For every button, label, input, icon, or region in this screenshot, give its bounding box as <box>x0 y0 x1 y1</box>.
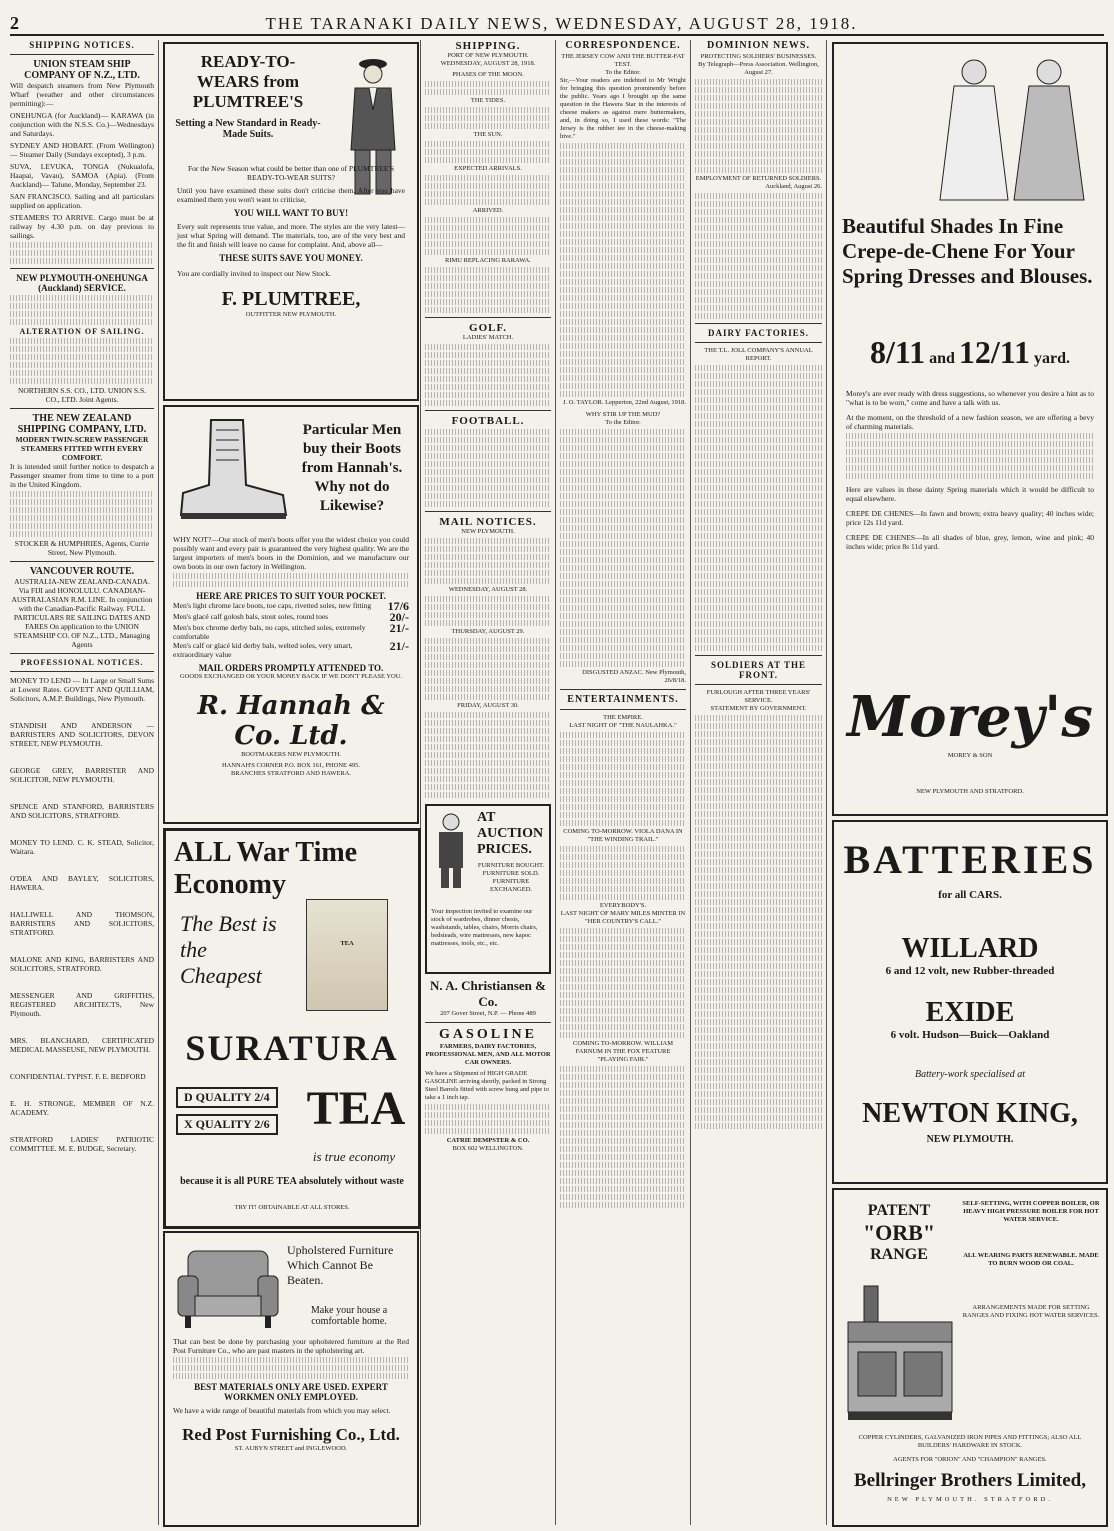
column-dominion-news <box>695 40 822 1525</box>
furlough-title: FURLOUGH AFTER THREE YEARS' SERVICE. <box>706 689 811 704</box>
tea-packet-label: TEA <box>340 940 354 947</box>
dominion-dateline-2: Auckland, August 26. <box>765 183 822 190</box>
price-row <box>173 623 409 641</box>
shipping-port: PORT OF NEW PLYMOUTH. <box>447 52 529 59</box>
gasoline-box: BOX 602 WELLINGTON. <box>452 1145 524 1152</box>
arrived-heading: ARRIVED. <box>472 207 504 214</box>
correspondence-heading: CORRESPONDENCE. <box>565 40 681 51</box>
morey-line-1: CREPE DE CHENES—In fawn and brown; extra heavy quality; 40 inches wide; price 12s 11d yard. <box>846 509 1094 527</box>
auction-body: Your inspection invited to examine our stock of wardrobes, dinner chests, washstands, tables, chairs, Morris chairs, bedsteads, wire mattresses, new kapoc mattresses, tools, etc., etc. <box>431 908 538 947</box>
professional-heading: PROFESSIONAL NOTICES. <box>20 658 144 667</box>
hannah-exchange: GOODS EXCHANGED OR YOUR MONEY BACK IF WE DON'T PLEASE YOU. <box>179 673 403 680</box>
redpost-headline: Upholstered Furniture Which Cannot Be Beaten. <box>287 1243 394 1287</box>
plumtree-body-3: Every suit represents true value, and more. The styles are the very latest—just what Spring will demand. The materials, too, are of the very best and the fit and finish will leave no cause for complaint. And, above all— <box>177 222 405 249</box>
prof-notice: HALLIWELL AND THOMSON, BARRISTERS AND SOLICITORS, STRATFORD. <box>10 910 154 937</box>
mail-thu: THURSDAY, AUGUST 29. <box>451 628 525 635</box>
kitchen-range-illustration <box>844 1282 956 1422</box>
redpost-body: That can best be done by purchasing your upholstered furniture at the Red Post Furniture Co., who are past masters in the upholstering art. <box>173 1337 409 1355</box>
to-editor: To the Editor. <box>605 69 641 76</box>
price-row <box>173 612 409 623</box>
d-quality-price: D QUALITY 2/4 <box>176 1087 278 1108</box>
gasoline-body: We have a Shipment of HIGH GRADE GASOLINE arriving shortly, packed in Strong Steel Barrels fitted with screw bung and pipe to take a 1 inch tap. <box>425 1070 549 1101</box>
morey-footer: NEW PLYMOUTH AND STRATFORD. <box>916 788 1024 795</box>
orb-feature-3: ARRANGEMENTS MADE FOR SETTING RANGES AND FIXING HOT WATER SERVICES. <box>962 1304 1100 1319</box>
sun-heading: THE SUN. <box>473 131 503 138</box>
hannah-brand-sub: BOOTMAKERS NEW PLYMOUTH. <box>241 751 341 758</box>
plumtree-headline: READY-TO-WEARS from PLUMTREE'S <box>192 52 304 111</box>
golf-heading: GOLF. <box>469 322 507 334</box>
plumtree-body-2: Until you have examined these suits don't criticise them. After you have examined them you won't want to criticise, <box>177 186 405 204</box>
suratura-all: ALL War Time Economy <box>174 837 358 900</box>
sf-text: SAN FRANCISCO. Sailing and all particulars supplied on application. <box>10 192 154 210</box>
price-item: Men's calf or glacé kid derby bals, welted soles, very smart, extraordinary value <box>173 641 353 659</box>
union-body: Will despatch steamers from New Plymouth Wharf (weather and other circumstances permitting):— <box>10 81 154 108</box>
plumtree-save: THESE SUITS SAVE YOU MONEY. <box>219 253 363 263</box>
suratura-best: The Best is the Cheapest <box>180 911 277 988</box>
column-shipping-notices <box>10 40 154 1525</box>
hannah-branches: BRANCHES STRATFORD AND HAWERA. <box>230 770 352 777</box>
masthead <box>10 8 1104 36</box>
morey-brand: Morey's <box>847 684 1093 750</box>
morey-body-1: Morey's are ever ready with dress suggestions, so whenever you desire a hint as to "what is to be worn," come and have a talk with us. <box>846 389 1094 407</box>
plumtree-ad <box>163 42 419 401</box>
mail-fri: FRIDAY, AUGUST 30. <box>457 702 519 709</box>
redpost-sub: Make your house a comfortable home. <box>310 1305 388 1327</box>
farnum-heading: COMING TO-MORROW. WILLIAM FARNUM IN THE FOX FEATURE "PLAYING FAIR." <box>573 1040 673 1063</box>
willard-sub: 6 and 12 volt, new Rubber-threaded <box>885 965 1055 977</box>
moon-heading: PHASES OF THE MOON. <box>452 71 524 78</box>
redpost-footer: ST. AUBYN STREET and INGLEWOOD. <box>234 1445 348 1452</box>
shipping-heading: SHIPPING. <box>455 40 521 52</box>
column-shipping-news <box>425 40 551 1525</box>
bellringer-footer: NEW PLYMOUTH. STRATFORD. <box>887 1496 1053 1503</box>
prof-notice: MESSENGER AND GRIFFITHS, REGISTERED ARCHITECTS, New Plymouth. <box>10 991 154 1018</box>
price-row <box>173 601 409 612</box>
hannah-corner: HANNAH'S CORNER P.O. BOX 161, PHONE 495. <box>221 762 361 769</box>
orb-range-ad <box>832 1188 1108 1527</box>
ladies-match: LADIES' MATCH. <box>462 334 514 341</box>
joint-agents: NORTHERN S.S. CO., LTD. UNION S.S. CO., LTD. Joint Agents. <box>17 386 147 404</box>
column-rule <box>158 40 159 1525</box>
gasoline-headline: GASOLINE <box>439 1027 537 1042</box>
exide-sub: 6 volt. Hudson—Buick—Oakland <box>890 1029 1050 1041</box>
mud-title: WHY STIR UP THE MUD? <box>585 411 661 418</box>
employment-title: EMPLOYMENT OF RETURNED SOLDIERS. <box>695 175 822 182</box>
orb-feature-2: ALL WEARING PARTS RENEWABLE. MADE TO BURN WOOD OR COAL. <box>963 1252 1099 1267</box>
redpost-stock: We have a wide range of beautiful materials from which you may select. <box>173 1406 391 1415</box>
nz-shipping-title: THE NEW ZEALAND SHIPPING COMPANY, LTD. <box>17 413 147 435</box>
np-onehunga-title: NEW PLYMOUTH-ONEHUNGA (Auckland) SERVICE. <box>16 273 148 293</box>
prof-notice: O'DEA AND BAYLEY, SOLICITORS, HAWERA. <box>10 874 154 892</box>
price-value: 21/- <box>389 621 409 635</box>
prof-notice: E. H. STRONGE, MEMBER OF N.Z. ACADEMY. <box>10 1099 154 1117</box>
hannah-brand: R. Hannah & Co. Ltd. <box>197 691 385 751</box>
price-item: Men's box chrome derby bals, no caps, stitched soles, extremely comfortable <box>173 623 366 641</box>
auction-sub: FURNITURE BOUGHT. FURNITURE SOLD. FURNITURE EXCHANGED. <box>477 862 545 893</box>
entertainments-heading: ENTERTAINMENTS. <box>567 694 679 705</box>
boot-illustration <box>171 415 291 525</box>
rimu-heading: RIMU REPLACING RARAWA. <box>445 257 531 264</box>
protecting-title: PROTECTING SOLDIERS' BUSINESSES. <box>700 53 817 60</box>
suratura-tea: TEA <box>306 1082 406 1135</box>
hannah-mail-orders: MAIL ORDERS PROMPTLY ATTENDED TO. <box>198 663 384 673</box>
price-value: 20/- <box>389 610 409 624</box>
mud-signature: DISGUSTED ANZAC. New Plymouth, 26/8/18. <box>582 669 686 684</box>
exide-name: EXIDE <box>925 997 1015 1028</box>
orb-title <box>844 1200 954 1266</box>
plumtree-footer: OUTFITTER NEW PLYMOUTH. <box>245 311 337 318</box>
price-item: Men's glacé calf golosh bals, stout soles, round toes <box>173 612 329 621</box>
column-rule <box>826 40 827 1525</box>
mail-wed: WEDNESDAY, AUGUST 28. <box>448 586 528 593</box>
morey-line-2: CREPE DE CHENES—In all shades of blue, grey, lemon, wine and pink; 40 inches wide; price 8s 11d yard. <box>846 533 1094 551</box>
batteries-ad <box>832 820 1108 1184</box>
auction-ad <box>425 804 551 974</box>
morey-ad <box>832 42 1108 816</box>
hannah-body: WHY NOT?—Our stock of men's boots offer you the widest choice you could possibly want and every pair is guaranteed the very highest quality. We are the largest importers of men's boots in the Dominion, and we manufacture our own boots in our own factory in Wellington. <box>173 535 409 571</box>
agents-text: STOCKER & HUMPHRIES, Agents, Currie Street, New Plymouth. <box>14 539 150 557</box>
willard-name: WILLARD <box>901 933 1039 964</box>
nz-shipping-body: It is intended until further notice to despatch a Passenger steamer from time to time to a port in the United Kingdom. <box>10 462 154 489</box>
batteries-headline: BATTERIES <box>843 837 1097 882</box>
jersey-signature: J. O. TAYLOR. Lepperton, 22nd August, 1918. <box>563 399 686 406</box>
hannah-ad <box>163 405 419 824</box>
jersey-title: THE JERSEY COW AND THE BUTTER-FAT TEST. <box>561 53 685 68</box>
viola-heading: COMING TO-MORROW. VIOLA DANA IN "THE WINDING TRAIL." <box>563 828 683 843</box>
prof-notice: MRS. BLANCHARD, CERTIFICATED MEDICAL MASSEUSE, NEW PLYMOUTH. <box>10 1036 154 1054</box>
expected-heading: EXPECTED ARRIVALS. <box>454 165 522 172</box>
dairy-heading: DAIRY FACTORIES. <box>707 328 810 338</box>
onehunga-text: ONEHUNGA (for Auckland)— KARAWA (in conjunction with the N.S.S. Co.)—Wednesdays and Saturdays. <box>10 111 154 138</box>
price-row <box>173 641 409 659</box>
suva-text: SUVA, LEVUKA, TONGA (Nukualofa, Haapai, Vavau), SAMOA (Apia). (From Auckland)— Talune, Monday, September 23. <box>10 162 154 189</box>
alteration-heading: ALTERATION OF SAILING. <box>19 327 145 336</box>
morey-price-2: 12/11 <box>958 334 1031 370</box>
morey-price-1: 8/11 <box>869 334 926 370</box>
morey-values: Here are values in these dainty Spring materials which it would be difficult to equal elsewhere. <box>846 485 1094 503</box>
redpost-ad <box>163 1231 419 1527</box>
nz-shipping-sub: MODERN TWIN-SCREW PASSENGER STEAMERS FITTED WITH EVERY COMFORT. <box>15 435 149 462</box>
suratura-brand: SURATURA <box>185 1028 399 1068</box>
prof-notice: MONEY TO LEND — In Large or Small Sums at Lowest Rates. GOVETT AND QUILLIAM, Solicitors, A.M.P. Buildings, New Plymouth. <box>10 676 154 703</box>
hannah-headline: Particular Men buy their Boots from Hannah's. Why not do Likewise? <box>301 422 403 514</box>
newton-king: NEWTON KING, <box>862 1098 1078 1129</box>
mail-np: NEW PLYMOUTH. <box>461 528 515 535</box>
armchair-illustration <box>173 1241 283 1331</box>
hannah-prices-heading: HERE ARE PRICES TO SUIT YOUR POCKET. <box>196 591 386 601</box>
auction-headline: AT AUCTION PRICES. <box>477 810 544 857</box>
christiansen-addr: 207 Gover Street, N.P. — Phone 489 <box>440 1010 536 1017</box>
redpost-name: Red Post Furnishing Co., Ltd. <box>182 1425 400 1444</box>
tea-packet-image <box>306 899 388 1011</box>
ladies-fashion-illustration <box>924 50 1100 210</box>
naulahka-heading: LAST NIGHT OF "THE NAULAHKA." <box>569 722 677 729</box>
tides-heading: THE TIDES. <box>470 97 506 104</box>
statement-title: STATEMENT BY GOVERNMENT. <box>710 705 807 712</box>
morey-yard: yard. <box>1034 350 1071 367</box>
morey-headline: Beautiful Shades In Fine Crepe-de-Chene For Your Spring Dresses and Blouses. <box>842 214 1093 288</box>
price-value: 17/6 <box>387 599 409 613</box>
sydney-text: SYDNEY AND HOBART. (From Wellington)— Steamer Daily (Sundays excepted), 3 p.m. <box>10 141 154 159</box>
price-value: 21/- <box>389 639 409 653</box>
hannah-price-list <box>173 601 409 659</box>
prof-notice: MALONE AND KING, BARRISTERS AND SOLICITORS, STRATFORD. <box>10 955 154 973</box>
prof-notice: SPENCE AND STANFORD, BARRISTERS AND SOLICITORS, STRATFORD. <box>10 802 154 820</box>
joll-title: THE T.L. JOLL COMPANY'S ANNUAL REPORT. <box>704 347 813 362</box>
vancouver-title: VANCOUVER ROUTE. <box>29 566 135 577</box>
dominion-dateline: By Telegraph—Press Association. Wellington, August 27. <box>698 61 819 76</box>
page-number: 2 <box>10 13 19 33</box>
plumtree-cta: YOU WILL WANT TO BUY! <box>233 208 349 218</box>
empire-heading: THE EMPIRE. <box>603 714 643 721</box>
football-heading: FOOTBALL. <box>451 415 525 427</box>
bellringer-name: Bellringer Brothers Limited, <box>853 1470 1087 1491</box>
morey-body-2: At the moment, on the threshold of a new fashion season, we are offering a bevy of charming materials. <box>846 413 1094 431</box>
suratura-because: because it is all PURE TEA absolutely without waste <box>180 1176 404 1187</box>
column-rule <box>555 40 556 1525</box>
section-heading: SHIPPING NOTICES. <box>29 40 135 50</box>
prof-notice: GEORGE GREY, BARRISTER AND SOLICITOR, NEW PLYMOUTH. <box>10 766 154 784</box>
paper-title: THE TARANAKI DAILY NEWS, WEDNESDAY, AUGUST 28, 1918. <box>265 14 858 33</box>
soldiers-heading: SOLDIERS AT THE FRONT. <box>710 660 807 680</box>
column-rule <box>690 40 691 1525</box>
plumtree-invite: You are cordially invited to inspect our New Stock. <box>177 269 332 278</box>
morey-brand-sub: MOREY & SON <box>947 752 993 759</box>
suratura-footer: TRY IT! OBTAINABLE AT ALL STORES. <box>234 1204 350 1211</box>
x-quality-price: X QUALITY 2/6 <box>176 1114 278 1135</box>
orb-feature-1: SELF-SETTING, WITH COPPER BOILER, OR HEAVY HIGH PRESSURE BOILER FOR HOT WATER SERVICE. <box>962 1200 1100 1223</box>
dominion-heading: DOMINION NEWS. <box>707 40 810 51</box>
suratura-true-economy: is true economy <box>312 1149 396 1164</box>
arrive-text: STEAMERS TO ARRIVE. Cargo must be at railway by 4.30 p.m. on day previous to sailings. <box>10 213 154 240</box>
batteries-for-all: for all CARS. <box>938 889 1002 901</box>
jersey-body: Sir,—Your readers are indebted to Mr Wright for bringing this question prominently before the public. Years ago I brought up the same question in the Hawera Star in the interests of cheese makers as against mere buttermakers, and, in doing so, I used these words: "The Jersey is the rubber tee in the cheese-making hive." <box>560 77 686 140</box>
to-editor-2: To the Editor. <box>605 419 641 426</box>
plumtree-body-1: For the New Season what could be better than one of PLUMTREE'S READY-TO-WEAR SUITS? <box>187 164 395 182</box>
shipping-date: WEDNESDAY, AUGUST 28, 1918. <box>440 60 536 67</box>
mary-heading: LAST NIGHT OF MARY MILES MINTER IN "HER COUNTRY'S CALL." <box>560 910 686 925</box>
union-title: UNION STEAM SHIP COMPANY OF N.Z., LTD. <box>24 59 140 81</box>
newton-np: NEW PLYMOUTH. <box>926 1134 1014 1145</box>
orb-feature-4: COPPER CYLINDERS, GALVANIZED IRON PIPES AND FITTINGS; ALSO ALL BUILDERS' HARDWARE IN STOCK. <box>858 1434 1082 1449</box>
column-rule <box>420 40 421 1525</box>
gasoline-name: CATRIE DEMPSTER & CO. <box>446 1137 530 1144</box>
mail-heading: MAIL NOTICES. <box>439 516 537 528</box>
gasoline-sub: FARMERS, DAIRY FACTORIES, PROFESSIONAL MEN, AND ALL MOTOR CAR OWNERS. <box>425 1043 551 1066</box>
prof-notice: MONEY TO LEND. C. K. STEAD, Solicitor, Waitara. <box>10 838 154 856</box>
everybodys-heading: EVERYBODY'S. <box>599 902 647 909</box>
orb-orb: "ORB" <box>862 1220 936 1245</box>
redpost-best: BEST MATERIALS ONLY ARE USED. EXPERT WORKMEN ONLY EMPLOYED. <box>194 1382 388 1402</box>
prof-notice: CONFIDENTIAL TYPIST. F. E. BEDFORD <box>10 1072 146 1081</box>
christiansen-name: N. A. Christiansen & Co. <box>430 978 546 1009</box>
suratura-ad <box>163 828 421 1229</box>
plumtree-name: F. PLUMTREE, <box>221 288 361 310</box>
vancouver-body: AUSTRALIA-NEW ZEALAND-CANADA. Via FIJI and HONOLULU. CANADIAN-AUSTRALASIAN R.M. LINE. In conjunction with the Canadian-Pacific Railway. FULL PARTICULARS RE SAILING DATES AND FARES On application to the UNION STEAMSHIP CO. OF N.Z., LTD., Managing Agents <box>11 577 153 649</box>
prof-notice: STRATFORD LADIES' PATRIOTIC COMMITTEE. M. E. BUDGE, Secretary. <box>10 1135 154 1153</box>
price-item: Men's light chrome lace boots, toe caps, rivetted soles, new fitting <box>173 601 372 610</box>
plumtree-sub: Setting a New Standard in Ready-Made Suits. <box>175 118 321 140</box>
column-correspondence <box>560 40 686 1525</box>
orb-agents: AGENTS FOR "ORION" AND "CHAMPION" RANGES. <box>893 1456 1047 1463</box>
prof-notice: STANDISH AND ANDERSON — BARRISTERS AND SOLICITORS, DEVON STREET, NEW PLYMOUTH. <box>10 721 154 748</box>
orb-patent: PATENT <box>867 1202 931 1219</box>
orb-range: RANGE <box>870 1246 928 1263</box>
morey-and: and <box>929 350 955 367</box>
battery-work: Battery-work specialised at <box>915 1069 1025 1080</box>
auctioneer-illustration <box>431 810 471 890</box>
